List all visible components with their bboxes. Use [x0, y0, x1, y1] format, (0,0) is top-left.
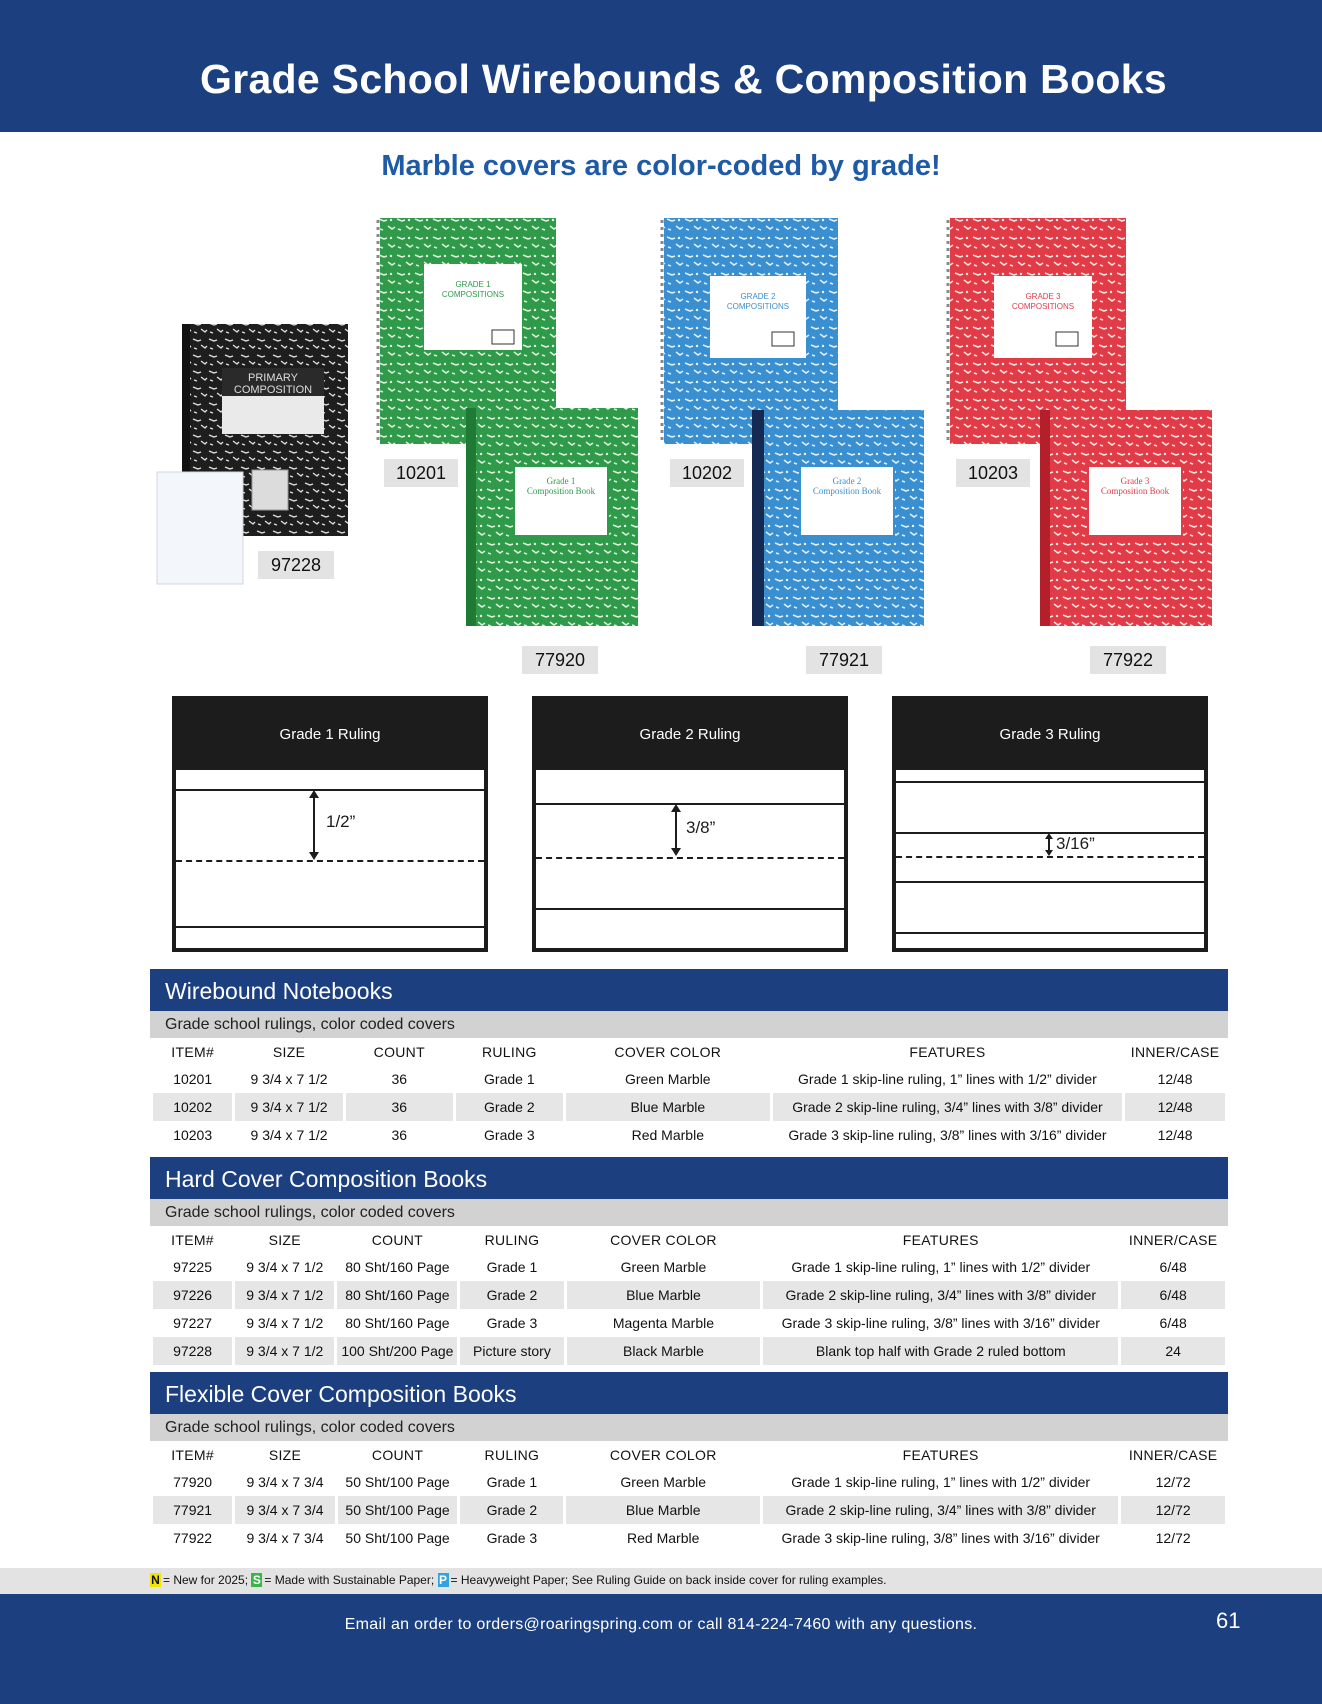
hardcover-table — [150, 1226, 1228, 1365]
cell: 80 Sht/160 Page — [345, 1315, 450, 1331]
cell: 97225 — [173, 1259, 212, 1275]
table-header-row — [153, 1226, 1225, 1253]
cell: Grade 1 — [486, 1474, 538, 1490]
cover-77920-line1: Grade 1 — [546, 476, 576, 486]
cell: Black Marble — [567, 1337, 761, 1365]
cell: 9 3/4 x 7 3/4 — [235, 1496, 335, 1524]
cell: 12/72 — [1155, 1530, 1191, 1546]
col-item: ITEM# — [171, 1446, 214, 1463]
cell: Red Marble — [631, 1127, 704, 1143]
table-row — [153, 1121, 1225, 1149]
footer-band — [0, 1594, 1322, 1704]
table-header-row — [153, 1441, 1225, 1468]
cell: 6/48 — [1121, 1281, 1225, 1309]
cover-77921-line1: Grade 2 — [832, 476, 862, 486]
cover-97228-line1: PRIMARY — [248, 372, 298, 384]
hardcover-title: Hard Cover Composition Books — [150, 1157, 1228, 1199]
measure-arrow-icon — [1044, 833, 1054, 856]
cell: Grade 2 — [456, 1093, 563, 1121]
rule-line — [896, 781, 1204, 783]
cell: 80 Sht/160 Page — [337, 1281, 457, 1309]
cell: 6/48 — [1159, 1259, 1187, 1275]
rule-line — [536, 803, 844, 805]
cell: 50 Sht/100 Page — [345, 1474, 450, 1490]
table-row — [153, 1281, 1225, 1309]
divider-dash-line — [176, 860, 484, 862]
cell: Grade 2 skip-line ruling, 3/4” lines with 3/8” divider — [763, 1496, 1118, 1524]
item-tag-77920: 77920 — [522, 646, 598, 674]
flexible-subtitle: Grade school rulings, color coded covers — [150, 1414, 1228, 1441]
cell: 97228 — [153, 1337, 232, 1365]
cell: 77920 — [173, 1474, 213, 1490]
ruling-grade2-title: Grade 2 Ruling — [536, 700, 844, 770]
rule-line — [896, 881, 1204, 883]
ruling-grade3-label: 3/16” — [1056, 834, 1095, 853]
item-tag-97228: 97228 — [258, 551, 334, 579]
col-features: FEATURES — [902, 1446, 979, 1463]
col-count: COUNT — [371, 1231, 424, 1248]
notebook-77922-image — [1040, 410, 1212, 626]
cell: Grade 1 skip-line ruling, 1” lines with 1/2” divider — [798, 1071, 1097, 1087]
page-number: 61 — [1216, 1608, 1241, 1633]
col-cover-color: COVER COLOR — [610, 1231, 717, 1248]
cell: 9 3/4 x 7 1/2 — [235, 1281, 334, 1309]
rule-line — [176, 926, 484, 928]
cover-10201-line1: GRADE 1 — [455, 280, 491, 289]
cell: Grade 1 — [486, 1259, 538, 1275]
col-count: COUNT — [373, 1043, 425, 1060]
cell: 10201 — [173, 1071, 213, 1087]
cell: 80 Sht/160 Page — [345, 1259, 450, 1275]
cell: 50 Sht/100 Page — [338, 1496, 458, 1524]
legend — [150, 1573, 886, 1587]
col-inner-case: INNER/CASE — [1128, 1231, 1218, 1248]
wirebound-section — [150, 969, 1228, 1149]
ruling-grade1-label: 1/2” — [326, 812, 356, 831]
notebook-77921-image — [752, 410, 924, 626]
cover-77922-line2: Composition Book — [1100, 486, 1170, 496]
cell: 97227 — [173, 1315, 212, 1331]
cell: Grade 3 — [484, 1127, 535, 1143]
cell: Grade 1 skip-line ruling, 1” lines with 1/2” divider — [791, 1259, 1091, 1275]
cover-10202-line1: GRADE 2 — [740, 292, 776, 301]
new-badge-text: = New for 2025; — [163, 1573, 249, 1587]
cell: 9 3/4 x 7 1/2 — [246, 1315, 324, 1331]
cell: 9 3/4 x 7 3/4 — [246, 1474, 324, 1490]
sustainable-badge-text: = Made with Sustainable Paper; — [264, 1573, 435, 1587]
item-tag-10203: 10203 — [956, 459, 1030, 487]
cell: Grade 3 skip-line ruling, 3/8” lines with 3/16” divider — [781, 1530, 1100, 1546]
cell: 36 — [346, 1093, 453, 1121]
cell: Red Marble — [627, 1530, 700, 1546]
cell: Blue Marble — [567, 1281, 761, 1309]
cell: 9 3/4 x 7 1/2 — [235, 1093, 342, 1121]
heavyweight-badge-text: = Heavyweight Paper; See Ruling Guide on back inside cover for ruling examples. — [450, 1573, 887, 1587]
col-size: SIZE — [268, 1231, 301, 1248]
cell: 12/48 — [1157, 1071, 1193, 1087]
rule-line — [896, 932, 1204, 934]
cell: Grade 3 skip-line ruling, 3/8” lines with 3/16” divider — [788, 1127, 1107, 1143]
cell: Grade 3 — [486, 1315, 538, 1331]
notebook-77920-image — [466, 408, 638, 626]
cell: Grade 3 — [486, 1530, 538, 1546]
heavyweight-badge: P — [439, 1573, 448, 1587]
wirebound-title: Wirebound Notebooks — [150, 969, 1228, 1011]
col-item: ITEM# — [171, 1043, 215, 1060]
col-ruling: RULING — [484, 1446, 540, 1463]
table-row — [153, 1093, 1225, 1121]
divider-dash-line — [536, 857, 844, 859]
page-title: Grade School Wirebounds & Composition Books — [200, 56, 1167, 102]
col-size: SIZE — [268, 1446, 302, 1463]
col-item: ITEM# — [171, 1231, 214, 1248]
cell: 12/48 — [1157, 1127, 1193, 1143]
cell: Grade 3 skip-line ruling, 3/8” lines with 3/16” divider — [781, 1315, 1100, 1331]
cover-97228-line2: COMPOSITION — [233, 384, 313, 396]
cell: Magenta Marble — [612, 1315, 715, 1331]
cell: Grade 1 — [484, 1071, 535, 1087]
wirebound-table — [150, 1038, 1228, 1149]
table-header-row — [153, 1038, 1225, 1065]
cell: Green Marble — [625, 1071, 711, 1087]
ruling-grade2-label: 3/8” — [686, 818, 716, 837]
cell: 24 — [1121, 1337, 1225, 1365]
col-ruling: RULING — [481, 1043, 537, 1060]
rule-line — [536, 908, 844, 910]
table-row — [153, 1253, 1225, 1281]
item-tag-77922: 77922 — [1090, 646, 1166, 674]
cover-77920-line2: Composition Book — [526, 486, 596, 496]
cover-10201-line2: COMPOSITIONS — [441, 290, 505, 299]
cell: 36 — [391, 1071, 408, 1087]
cell: Green Marble — [620, 1474, 707, 1490]
cell: 97226 — [153, 1281, 232, 1309]
product-images — [0, 0, 1322, 690]
cell: Grade 2 skip-line ruling, 3/4” lines with 3/8” divider — [773, 1093, 1122, 1121]
ruling-grade3-title: Grade 3 Ruling — [896, 700, 1204, 770]
subtitle: Marble covers are color-coded by grade! — [381, 150, 941, 182]
cover-77921-line2: Composition Book — [812, 486, 882, 496]
cover-10203-line1: GRADE 3 — [1025, 292, 1061, 301]
cell: Grade 2 — [460, 1496, 563, 1524]
cell: Grade 1 skip-line ruling, 1” lines with 1/2” divider — [791, 1474, 1091, 1490]
ruling-grade1-title: Grade 1 Ruling — [176, 700, 484, 770]
wirebound-subtitle: Grade school rulings, color coded covers — [150, 1011, 1228, 1038]
flexible-title: Flexible Cover Composition Books — [150, 1372, 1228, 1414]
flexible-table — [150, 1441, 1228, 1552]
ruling-grade3 — [892, 696, 1208, 952]
hardcover-section — [150, 1157, 1228, 1365]
table-row — [153, 1065, 1225, 1093]
rule-line — [176, 789, 484, 791]
cell: 9 3/4 x 7 3/4 — [246, 1530, 324, 1546]
col-inner-case: INNER/CASE — [1128, 1446, 1218, 1463]
col-count: COUNT — [371, 1446, 424, 1463]
cell: 77921 — [153, 1496, 232, 1524]
cell: Grade 2 skip-line ruling, 3/4” lines with 3/8” divider — [763, 1281, 1118, 1309]
ruling-grade1 — [172, 696, 488, 952]
notebook-97228-image — [157, 324, 348, 584]
cell: Blank top half with Grade 2 ruled bottom — [763, 1337, 1118, 1365]
col-size: SIZE — [272, 1043, 306, 1060]
item-tag-77921: 77921 — [806, 646, 882, 674]
table-row — [153, 1309, 1225, 1337]
cell: 36 — [391, 1127, 408, 1143]
measure-arrow-icon — [308, 790, 320, 860]
flexible-section — [150, 1372, 1228, 1552]
sustainable-badge: S — [252, 1573, 261, 1587]
cell: 77922 — [173, 1530, 213, 1546]
cell: 6/48 — [1159, 1315, 1187, 1331]
cell: Blue Marble — [566, 1093, 770, 1121]
item-tag-10201: 10201 — [384, 459, 458, 487]
cell: 9 3/4 x 7 1/2 — [235, 1337, 334, 1365]
cell: Picture story — [460, 1337, 563, 1365]
table-row — [153, 1496, 1225, 1524]
cell: 9 3/4 x 7 1/2 — [246, 1259, 324, 1275]
cell: 9 3/4 x 7 1/2 — [250, 1071, 328, 1087]
cover-10203-line2: COMPOSITIONS — [1011, 302, 1075, 311]
col-cover-color: COVER COLOR — [609, 1446, 717, 1463]
cell: 100 Sht/200 Page — [337, 1337, 457, 1365]
footer-contact: Email an order to orders@roaringspring.com or call 814-224-7460 with any questions. — [344, 1616, 978, 1633]
col-inner-case: INNER/CASE — [1130, 1043, 1220, 1060]
cell: 12/48 — [1125, 1093, 1225, 1121]
measure-arrow-icon — [670, 804, 682, 856]
col-features: FEATURES — [909, 1043, 986, 1060]
cell: Blue Marble — [566, 1496, 760, 1524]
item-tag-10202: 10202 — [670, 459, 744, 487]
cell: 9 3/4 x 7 1/2 — [250, 1127, 328, 1143]
col-cover-color: COVER COLOR — [614, 1043, 722, 1060]
cover-77922-line1: Grade 3 — [1120, 476, 1150, 486]
cell: Grade 2 — [460, 1281, 563, 1309]
new-badge: N — [151, 1573, 160, 1587]
cell: Green Marble — [620, 1259, 707, 1275]
table-row — [153, 1337, 1225, 1365]
col-features: FEATURES — [902, 1231, 979, 1248]
col-ruling: RULING — [484, 1231, 540, 1248]
cell: 12/72 — [1155, 1474, 1191, 1490]
cover-10202-line2: COMPOSITIONS — [726, 302, 790, 311]
hardcover-subtitle: Grade school rulings, color coded covers — [150, 1199, 1228, 1226]
cell: 10202 — [153, 1093, 232, 1121]
table-row — [153, 1524, 1225, 1552]
cell: 50 Sht/100 Page — [345, 1530, 450, 1546]
cell: 10203 — [173, 1127, 213, 1143]
table-row — [153, 1468, 1225, 1496]
ruling-grade2 — [532, 696, 848, 952]
cell: 12/72 — [1121, 1496, 1225, 1524]
divider-dash-line — [896, 856, 1204, 858]
